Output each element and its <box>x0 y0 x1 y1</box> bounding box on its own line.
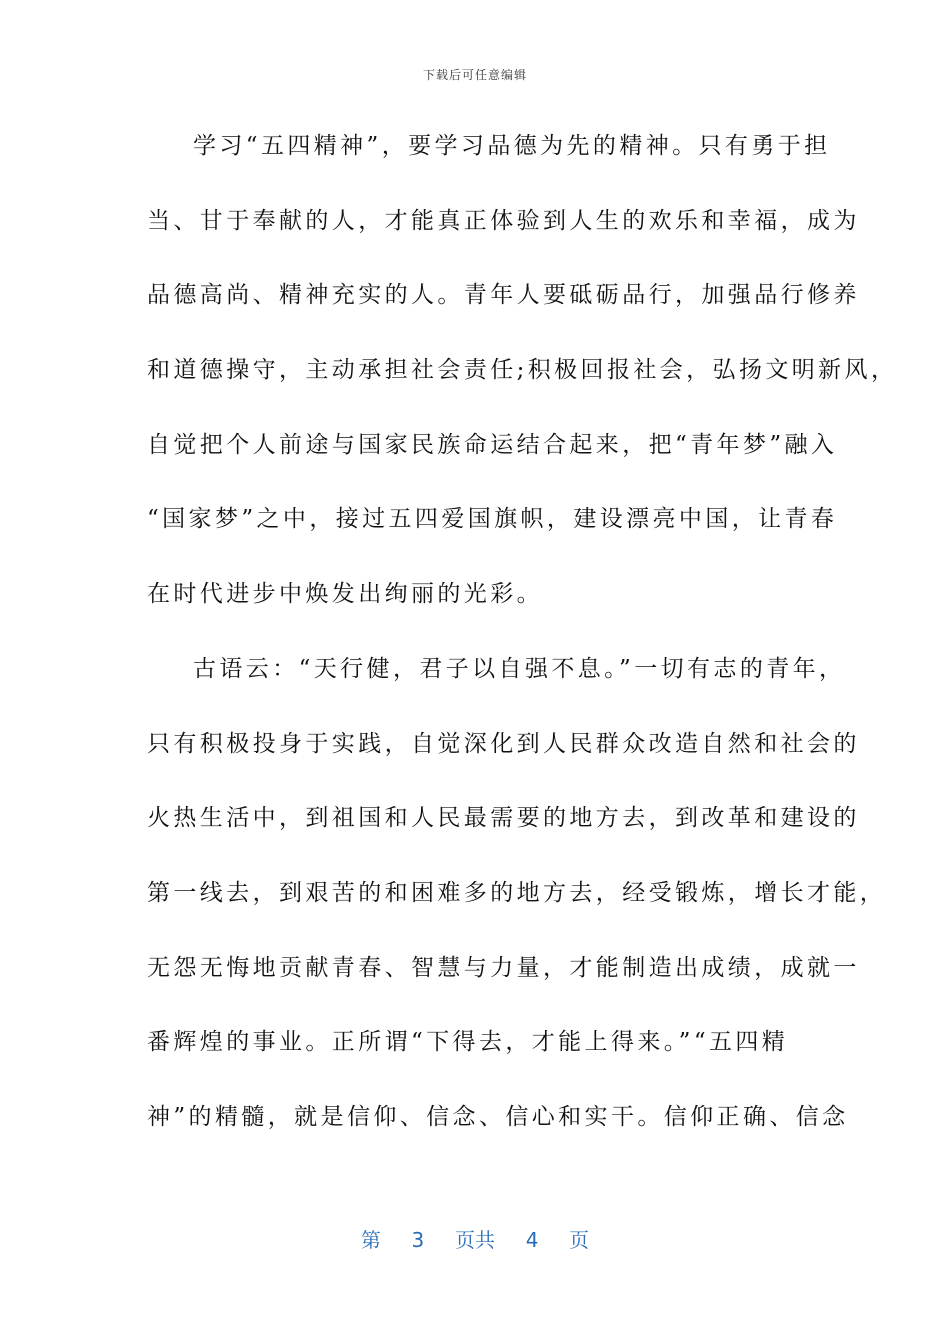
text-line: 自觉把个人前途与国家民族命运结合起来，把“青年梦”融入 <box>147 431 838 458</box>
text-line: 学习“五四精神”，要学习品德为先的精神。只有勇于担 <box>193 133 831 159</box>
page-header: 下载后可任意编辑 <box>422 68 527 82</box>
text-line: “国家梦”之中，接过五四爱国旗帜，建设漂亮中国，让青春 <box>147 506 838 533</box>
text-line: 和道德操守，主动承担社会责任;积极回报社会，弘扬文明新风， <box>147 357 898 384</box>
current-page-number: 3 <box>411 1228 425 1252</box>
document-body <box>147 120 898 1166</box>
page-word: 第 <box>360 1228 381 1252</box>
text-line: 第一线去，到艰苦的和困难多的地方去，经受锻炼，增长才能， <box>147 879 887 906</box>
text-line: 古语云：“天行健，君子以自强不息。”一切有志的青年， <box>193 655 846 682</box>
page-footer <box>0 1224 950 1253</box>
text-line: 当、甘于奉献的人，才能真正体验到人生的欢乐和幸福，成为 <box>147 207 860 234</box>
text-line: 火热生活中，到祖国和人民最需要的地方去，到改革和建设的 <box>147 805 860 832</box>
text-line: 无怨无悔地贡献青春、智慧与力量，才能制造出成绩，成就一 <box>147 954 860 981</box>
paragraph-2 <box>147 643 887 1166</box>
total-word: 页共 <box>455 1228 495 1252</box>
text-line: 只有积极投身于实践，自觉深化到人民群众改造自然和社会的 <box>147 730 860 757</box>
text-line: 品德高尚、精神充实的人。青年人要砥砺品行，加强品行修养 <box>147 282 860 309</box>
text-line: 在时代进步中焕发出绚丽的光彩。 <box>147 581 543 608</box>
text-line: 番辉煌的事业。正所谓“下得去，才能上得来。”“五四精 <box>147 1029 789 1056</box>
total-pages-number: 4 <box>525 1228 539 1252</box>
text-line: 神”的精髓，就是信仰、信念、信心和实干。信仰正确、信念 <box>147 1103 849 1130</box>
paragraph-1 <box>147 120 898 643</box>
page-word-end: 页 <box>569 1228 590 1252</box>
